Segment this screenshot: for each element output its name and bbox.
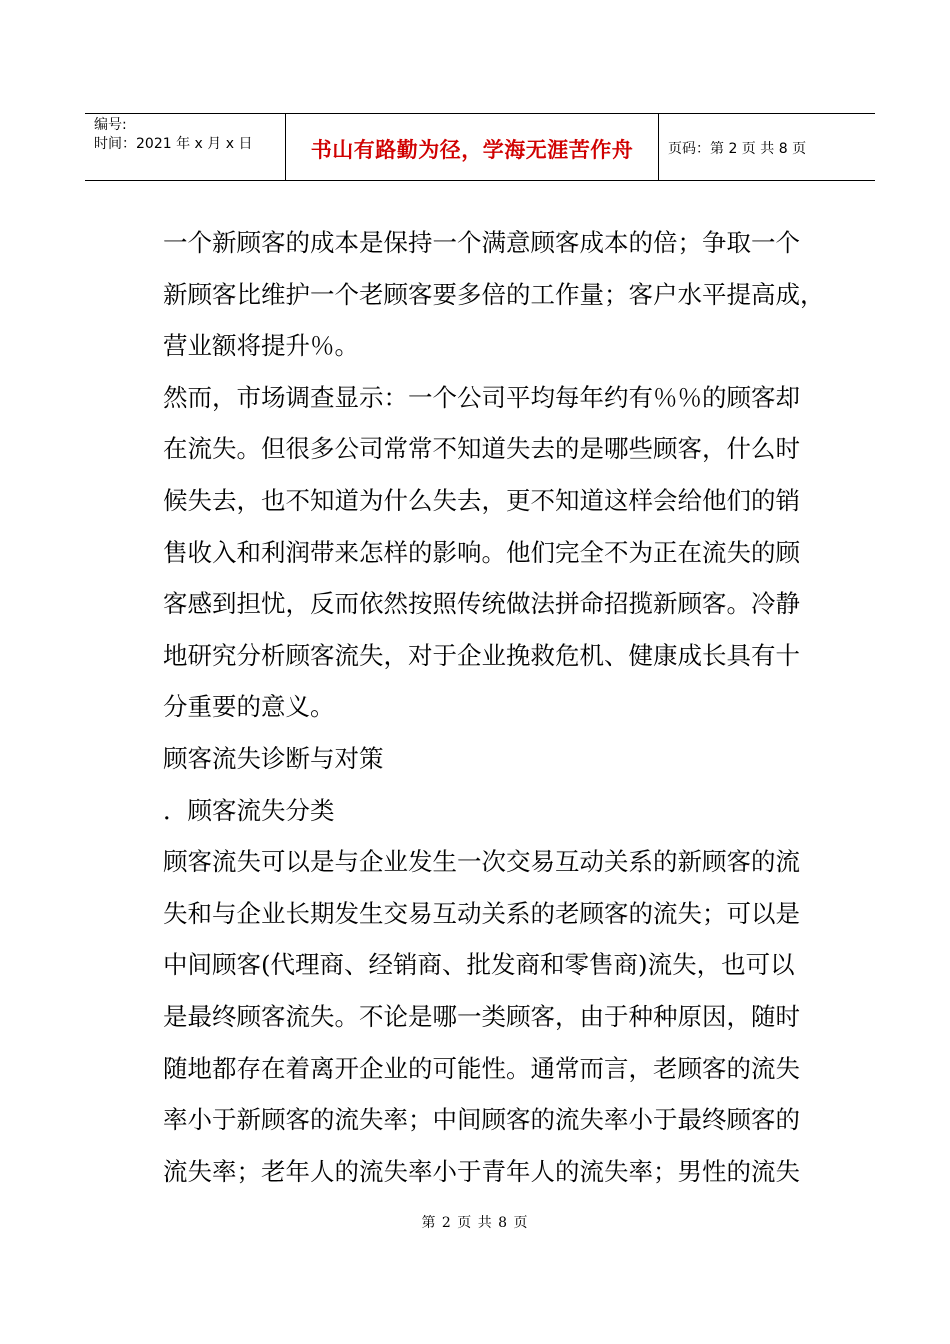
document-header: [85, 113, 875, 181]
body-line: 流失率；老年人的流失率小于青年人的流失率；男性的流失: [163, 1156, 800, 1186]
document-number-label: 编号:: [94, 117, 127, 133]
body-line: 在流失。但很多公司常常不知道失去的是哪些顾客，什么时: [163, 434, 800, 464]
body-line: 失和与企业长期发生交易互动关系的老顾客的流失；可以是: [163, 898, 800, 928]
header-page-cell: [659, 114, 875, 180]
header-page-label: 页码：第 2 页 共 8 页: [668, 141, 807, 157]
body-line: 地研究分析顾客流失，对于企业挽救危机、健康成长具有十: [163, 640, 800, 670]
body-line: 售收入和利润带来怎样的影响。他们完全不为正在流失的顾: [163, 537, 800, 567]
body-line: 分重要的意义。: [163, 692, 335, 722]
header-motto: 书山有路勤为径，学海无涯苦作舟: [310, 138, 634, 162]
header-motto-cell: [286, 114, 659, 180]
body-line: 顾客流失可以是与企业发生一次交易互动关系的新顾客的流: [163, 847, 800, 877]
body-line: 率小于新顾客的流失率；中间顾客的流失率小于最终顾客的: [163, 1105, 800, 1135]
body-line: 随地都存在着离开企业的可能性。通常而言，老顾客的流失: [163, 1053, 800, 1083]
body-line: 营业额将提升％。: [163, 331, 359, 361]
body-line: 中间顾客(代理商、经销商、批发商和零售商)流失，也可以: [163, 950, 795, 980]
document-time-label: 时间：2021 年 x 月 x 日: [94, 136, 253, 152]
header-meta-cell: [85, 114, 286, 180]
document-body: [163, 217, 825, 1197]
page-footer: [0, 1212, 950, 1232]
footer-page-indicator: 第 2 页 共 8 页: [421, 1215, 529, 1231]
body-line: 候失去，也不知道为什么失去，更不知道这样会给他们的销: [163, 485, 800, 515]
body-line: 客感到担忧，反而依然按照传统做法拼命招揽新顾客。冷静: [163, 589, 800, 619]
body-line: 是最终顾客流失。不论是哪一类顾客，由于种种原因，随时: [163, 1001, 800, 1031]
body-line: 然而，市场调查显示：一个公司平均每年约有％％的顾客却: [163, 382, 800, 412]
body-line: 新顾客比维护一个老顾客要多倍的工作量；客户水平提高成，: [163, 279, 825, 309]
body-line: 一个新顾客的成本是保持一个满意顾客成本的倍；争取一个: [163, 228, 800, 257]
section-heading: 顾客流失诊断与对策: [163, 743, 384, 773]
subsection-heading: ．顾客流失分类: [163, 795, 335, 825]
